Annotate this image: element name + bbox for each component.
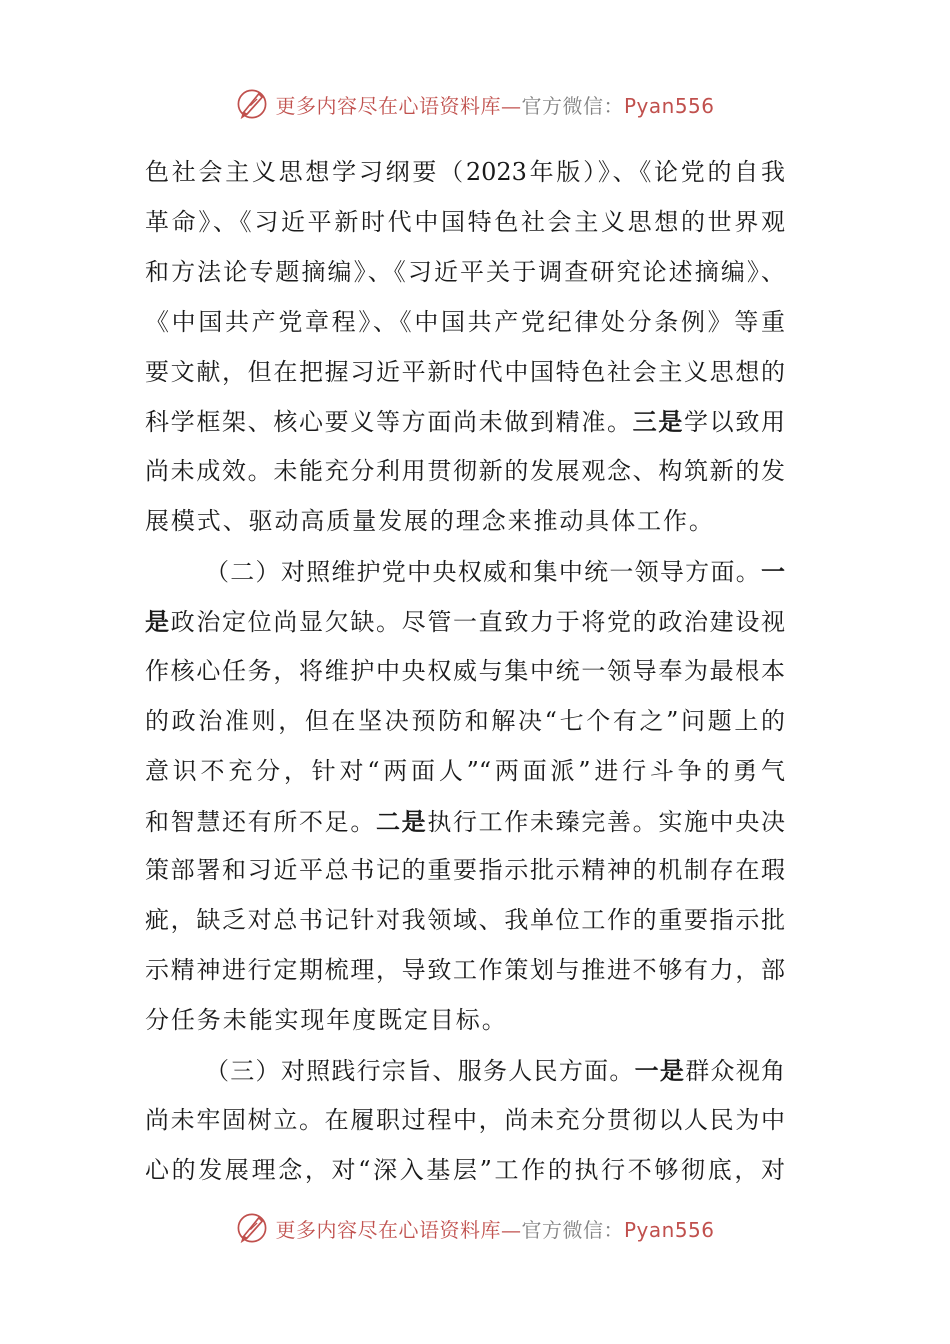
text-run: 示精神进行定期梳理，导致工作策划与推进不够有力，部 xyxy=(145,956,785,985)
watermark-text xyxy=(275,90,714,119)
text-line xyxy=(145,248,785,298)
text-line xyxy=(145,348,785,398)
text-run: （二）对照维护党中央权威和集中统一领导方面。 xyxy=(205,558,761,587)
header-watermark xyxy=(0,84,950,124)
watermark-brand: 更多内容尽在心语资料库 xyxy=(275,93,501,118)
bold-keyword: 三是 xyxy=(632,407,685,437)
text-run: 学以致用 xyxy=(684,408,786,437)
footer-watermark xyxy=(0,1208,950,1248)
text-run: 《中国共产党章程》、《中国共产党纪律处分条例》等重 xyxy=(145,307,785,336)
text-line xyxy=(145,298,785,348)
quill-logo-icon xyxy=(235,1211,269,1245)
text-run: 革命》、《习近平新时代中国特色社会主义思想的世界观 xyxy=(145,207,785,236)
text-run: 执行工作未臻完善。实施中央决 xyxy=(427,807,786,836)
text-run: 疵，缺乏对总书记针对我领域、我单位工作的重要指示批 xyxy=(145,906,785,935)
bold-keyword: 一是 xyxy=(634,1056,686,1086)
text-line xyxy=(145,747,785,797)
text-line xyxy=(145,797,785,847)
watermark-text xyxy=(275,1214,714,1243)
text-line xyxy=(145,447,785,497)
bold-keyword: 二是 xyxy=(376,806,428,836)
text-run: 和智慧还有所不足。 xyxy=(145,807,376,836)
text-run: 要文献，但在把握习近平新时代中国特色社会主义思想的 xyxy=(145,357,785,386)
text-run: 色社会主义思想学习纲要（2023年版）》、《论党的自我 xyxy=(145,158,785,186)
document-body xyxy=(145,148,785,1196)
text-line xyxy=(145,896,785,946)
watermark-brand: 更多内容尽在心语资料库 xyxy=(275,1217,501,1242)
text-line xyxy=(145,846,785,896)
watermark-separator: — xyxy=(500,93,522,118)
text-line xyxy=(145,1146,785,1196)
text-run: （三）对照践行宗旨、服务人民方面。 xyxy=(205,1057,635,1086)
text-run: 尚未牢固树立。在履职过程中，尚未充分贯彻以人民为中 xyxy=(145,1105,785,1134)
watermark-wechat-id: Pyan556 xyxy=(623,1217,715,1242)
text-line xyxy=(145,647,785,697)
quill-logo-icon xyxy=(235,87,269,121)
text-run: 尚未成效。未能充分利用贯彻新的发展观念、构筑新的发 xyxy=(145,457,785,486)
text-run: 意识不充分，针对“两面人”“两面派”进行斗争的勇气 xyxy=(145,756,785,785)
text-line xyxy=(145,996,785,1046)
text-run: 策部署和习近平总书记的重要指示批示精神的机制存在瑕 xyxy=(145,856,785,885)
text-run: 政治定位尚显欠缺。尽管一直致力于将党的政治建设视 xyxy=(170,608,786,637)
watermark-wechat-id: Pyan556 xyxy=(623,93,715,118)
text-run: 和方法论专题摘编》、《习近平关于调查研究论述摘编》、 xyxy=(145,257,785,286)
text-line xyxy=(145,397,785,447)
watermark-wechat-label: 官方微信： xyxy=(521,1217,624,1242)
watermark-separator: — xyxy=(500,1217,522,1242)
text-run: 科学框架、核心要义等方面尚未做到精准。 xyxy=(145,408,633,437)
text-run: 的政治准则，但在坚决预防和解决“七个有之”问题上的 xyxy=(145,706,785,735)
text-line xyxy=(145,946,785,996)
text-line xyxy=(145,148,785,198)
text-run: 群众视角 xyxy=(685,1057,786,1086)
text-run: 展模式、驱动高质量发展的理念来推动具体工作。 xyxy=(145,507,715,536)
bold-keyword: 是 xyxy=(145,607,171,637)
text-run: 分任务未能实现年度既定目标。 xyxy=(145,1006,508,1035)
text-line xyxy=(145,1096,785,1146)
text-line xyxy=(145,1046,785,1096)
text-line xyxy=(145,597,785,647)
text-run: 作核心任务，将维护中央权威与集中统一领导奉为最根本 xyxy=(145,656,785,685)
bold-keyword: 一 xyxy=(761,557,785,587)
text-line xyxy=(145,547,785,597)
text-run: 心的发展理念，对“深入基层”工作的执行不够彻底，对 xyxy=(145,1155,785,1184)
watermark-wechat-label: 官方微信： xyxy=(521,93,624,118)
text-line xyxy=(145,497,785,547)
text-line xyxy=(145,697,785,747)
text-line xyxy=(145,198,785,248)
